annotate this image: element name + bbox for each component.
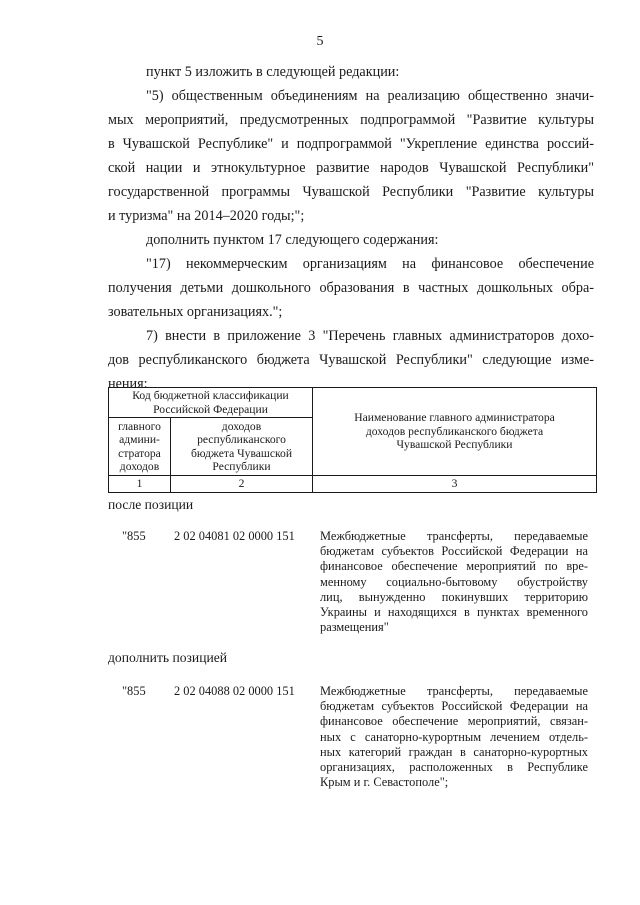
header-line: доходов bbox=[221, 419, 262, 433]
paragraph-line: мых мероприятий, предусмотренных подпрограммой "Развитие культуры bbox=[108, 112, 594, 128]
paragraph-line: нения: bbox=[108, 376, 148, 392]
classification-table bbox=[108, 387, 597, 493]
header-line: республиканского bbox=[197, 433, 286, 446]
page-number: 5 bbox=[316, 34, 324, 49]
paragraph-line: пункт 5 изложить в следующей редакции: bbox=[146, 64, 400, 80]
description-line: Межбюджетные трансферты, передаваемые bbox=[320, 684, 588, 698]
entry-2-admin: "855 bbox=[122, 684, 146, 698]
paragraph-line: в Чувашской Республике" и подпрограммой "Укрепление единства россий- bbox=[108, 136, 594, 152]
description-line: ных с санаторно-курортным лечением отдель- bbox=[320, 729, 588, 744]
description-line: менному социально-бытовому обустройству bbox=[320, 574, 588, 589]
col-number-3: 3 bbox=[313, 476, 597, 493]
header-line: Наименование главного администратора bbox=[354, 411, 555, 425]
paragraph-4 bbox=[108, 252, 594, 324]
header-line: Код бюджетной классификации bbox=[132, 389, 289, 402]
header-line: бюджета Чувашской bbox=[190, 446, 293, 460]
paragraph-2 bbox=[108, 84, 594, 228]
header-line: доходов bbox=[119, 460, 160, 473]
entry-1-code: 2 02 04081 02 0000 151 bbox=[174, 529, 295, 543]
paragraph-line: ской нации и этнокультурное развитие народов Чувашской Республики" bbox=[108, 160, 594, 176]
paragraph-line: получения детьми дошкольного образования в частных дошкольных обра- bbox=[108, 280, 594, 296]
paragraph-line: "17) некоммерческим организациям на финансовое обеспечение bbox=[146, 256, 594, 272]
header-line: Чувашской Республики bbox=[396, 438, 513, 452]
description-line: Украины и находящихся в пунктах временного bbox=[320, 605, 588, 620]
description-line: организациях, расположенных в Республике bbox=[320, 760, 588, 775]
label-add-position: дополнить позицией bbox=[108, 650, 228, 665]
col-number-2: 2 bbox=[171, 476, 313, 493]
header-line: стратора bbox=[118, 446, 161, 460]
label-after-position: после позиции bbox=[108, 497, 194, 512]
entry-1-admin: "855 bbox=[122, 529, 146, 543]
header-line: доходов республиканского бюджета bbox=[365, 424, 544, 438]
description-line: бюджетам субъектов Российской Федерации на bbox=[320, 699, 588, 714]
header-line: админи- bbox=[119, 433, 160, 446]
col1-header-cell bbox=[109, 418, 171, 476]
description-line: Крым и г. Севастополе"; bbox=[320, 775, 449, 790]
paragraph-line: "5) общественным объединениям на реализацию общественно значи- bbox=[146, 88, 594, 104]
entry-1-description bbox=[320, 529, 588, 635]
paragraph-line: дов республиканского бюджета Чувашской Республики" следующие изме- bbox=[108, 352, 594, 368]
paragraph-1 bbox=[108, 60, 594, 84]
entry-2-description bbox=[320, 684, 588, 790]
entry-2-code: 2 02 04088 02 0000 151 bbox=[174, 684, 295, 698]
description-line: размещения" bbox=[320, 620, 389, 635]
col-number-1: 1 bbox=[109, 476, 171, 493]
paragraph-3 bbox=[108, 228, 594, 252]
description-line: Межбюджетные трансферты, передаваемые bbox=[320, 529, 588, 543]
paragraph-5 bbox=[108, 324, 594, 396]
paragraph-line: дополнить пунктом 17 следующего содержания: bbox=[146, 232, 439, 248]
col3-header-cell bbox=[313, 388, 597, 476]
header-line: Российской Федерации bbox=[153, 402, 268, 416]
paragraph-line: зовательных организациях."; bbox=[108, 304, 283, 320]
col2-header-cell bbox=[171, 418, 313, 476]
group-header-cell bbox=[109, 388, 313, 418]
paragraph-line: и туризма" на 2014–2020 годы;"; bbox=[108, 208, 305, 224]
header-line: Республики bbox=[212, 460, 271, 473]
description-line: лиц, вынужденно покинувших территорию bbox=[320, 589, 588, 604]
paragraph-line: 7) внести в приложение 3 "Перечень главных администраторов дохо- bbox=[146, 328, 594, 344]
description-line: финансовое обеспечение мероприятий, связан- bbox=[320, 714, 588, 729]
description-line: финансовое обеспечение мероприятий по вре- bbox=[320, 559, 588, 574]
header-line: главного bbox=[118, 419, 161, 433]
paragraph-line: государственной программы Чувашской Республики "Развитие культуры bbox=[108, 184, 594, 200]
description-line: бюджетам субъектов Российской Федерации на bbox=[320, 544, 588, 559]
description-line: ных категорий граждан в санаторно-курортных bbox=[320, 744, 588, 759]
